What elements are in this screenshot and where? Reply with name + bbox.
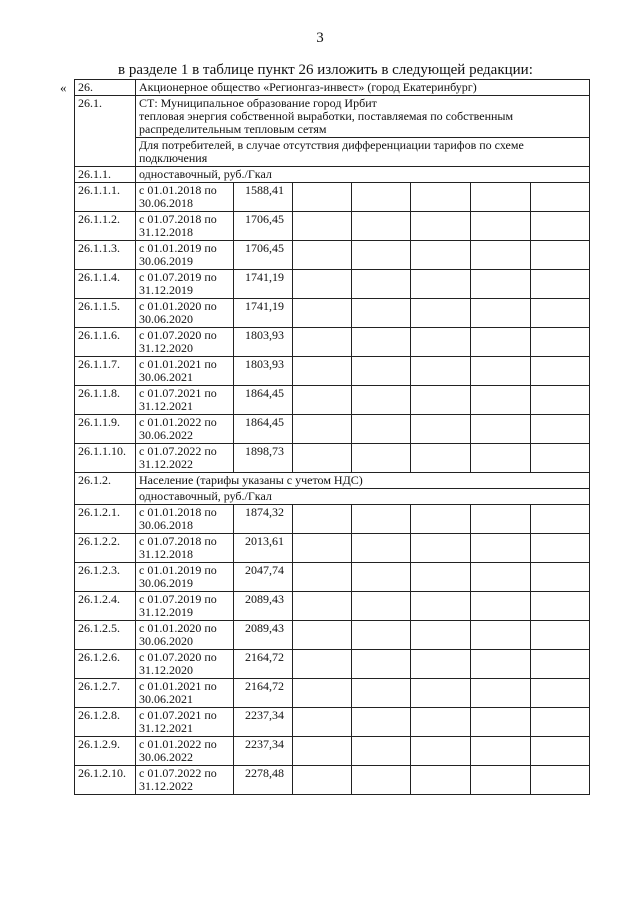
tariff-row-period: с 01.01.2022 по 30.06.2022 [136,415,234,444]
tariff-row-empty-cell [531,212,590,241]
tariff-row-period: с 01.07.2018 по 31.12.2018 [136,212,234,241]
tariff-row-empty-cell [471,708,531,737]
tariff-row-empty-cell [352,357,411,386]
tariff-row-period: с 01.07.2021 по 31.12.2021 [136,708,234,737]
tariff-row-empty-cell [411,241,471,270]
tariff-row-empty-cell [411,328,471,357]
tariff-row-period: с 01.07.2018 по 31.12.2018 [136,534,234,563]
st-line-2: тепловая энергия собственной выработки, поставляемая по собственным распределительным тепловым сетям [139,109,514,136]
st-consumers: Для потребителей, в случае отсутствия дифференциации тарифов по схеме подключения [136,138,590,167]
tariff-row-empty-cell [531,592,590,621]
tariff-row-empty-cell [531,650,590,679]
tariff-row-number: 26.1.1.5. [75,299,136,328]
tariff-row-empty-cell [293,241,352,270]
tariff-row-empty-cell [531,621,590,650]
tariff-row [75,357,590,386]
tariff-row-number: 26.1.2.5. [75,621,136,650]
tariff-row [75,183,590,212]
org-row [75,80,590,96]
tariff-row-empty-cell [471,183,531,212]
org-number: 26. [75,80,136,96]
tariff-row-empty-cell [293,592,352,621]
tariff-row-empty-cell [531,505,590,534]
tariff-row-value: 1803,93 [234,357,293,386]
tariff-row-empty-cell [531,708,590,737]
tariff-row-period: с 01.07.2019 по 31.12.2019 [136,592,234,621]
tariff-row-empty-cell [293,328,352,357]
tariff-row-value: 1741,19 [234,299,293,328]
tariff-row-period: с 01.01.2020 по 30.06.2020 [136,299,234,328]
tariff-row-period: с 01.07.2021 по 31.12.2021 [136,386,234,415]
tariff-row-number: 26.1.1.3. [75,241,136,270]
tariff-row [75,679,590,708]
tariff-row-empty-cell [531,415,590,444]
group1-number: 26.1.1. [75,167,136,183]
tariff-row-period: с 01.01.2018 по 30.06.2018 [136,505,234,534]
tariff-row-empty-cell [471,415,531,444]
tariff-row [75,708,590,737]
tariff-row-value: 1898,73 [234,444,293,473]
tariff-row-value: 2089,43 [234,621,293,650]
tariff-row [75,737,590,766]
tariff-row [75,766,590,795]
tariff-row [75,241,590,270]
tariff-row-empty-cell [352,737,411,766]
tariff-row-number: 26.1.2.2. [75,534,136,563]
tariff-row-empty-cell [531,328,590,357]
tariff-row-empty-cell [411,386,471,415]
tariff-row [75,534,590,563]
tariff-row-empty-cell [471,650,531,679]
tariff-row-empty-cell [531,534,590,563]
tariff-row-period: с 01.01.2019 по 30.06.2019 [136,563,234,592]
tariff-row-empty-cell [471,328,531,357]
tariff-row-empty-cell [471,621,531,650]
tariff-row-value: 2237,34 [234,737,293,766]
tariff-row [75,270,590,299]
tariff-row-number: 26.1.2.1. [75,505,136,534]
tariff-row-empty-cell [293,505,352,534]
tariff-row [75,212,590,241]
tariff-row-number: 26.1.1.4. [75,270,136,299]
tariff-row-empty-cell [293,357,352,386]
tariff-row-empty-cell [471,679,531,708]
tariff-row-empty-cell [531,183,590,212]
tariff-row-empty-cell [411,563,471,592]
tariff-row-empty-cell [352,592,411,621]
tariff-row-empty-cell [411,415,471,444]
tariff-row-empty-cell [293,183,352,212]
tariff-row-value: 2164,72 [234,679,293,708]
tariff-row-empty-cell [471,534,531,563]
org-name: Акционерное общество «Регионгаз-инвест» (город Екатеринбург) [136,80,590,96]
tariff-row-empty-cell [471,444,531,473]
group2-label-row [75,489,590,505]
tariff-row-period: с 01.01.2021 по 30.06.2021 [136,679,234,708]
st-row [75,96,590,138]
st-number: 26.1. [75,96,136,167]
tariff-row-period: с 01.07.2022 по 31.12.2022 [136,444,234,473]
tariff-row-empty-cell [411,650,471,679]
tariff-row-value: 2013,61 [234,534,293,563]
tariff-row-empty-cell [352,270,411,299]
tariff-row-empty-cell [531,386,590,415]
tariff-row-empty-cell [411,534,471,563]
tariff-row-empty-cell [293,444,352,473]
tariff-row-empty-cell [471,563,531,592]
group1-header-row [75,167,590,183]
tariff-row-value: 2164,72 [234,650,293,679]
tariff-row-period: с 01.01.2019 по 30.06.2019 [136,241,234,270]
tariff-row-empty-cell [352,650,411,679]
group2-header-row [75,473,590,489]
tariff-row-empty-cell [293,766,352,795]
group2-number: 26.1.2. [75,473,136,505]
tariff-row-empty-cell [293,679,352,708]
page-number: 3 [316,30,324,46]
tariff-row-period: с 01.01.2021 по 30.06.2021 [136,357,234,386]
tariff-row-empty-cell [531,357,590,386]
tariff-row-empty-cell [531,766,590,795]
group1-label: одноставочный, руб./Гкал [136,167,590,183]
tariff-row-empty-cell [411,444,471,473]
tariff-row-empty-cell [352,241,411,270]
tariff-row-number: 26.1.1.1. [75,183,136,212]
tariff-row-number: 26.1.1.7. [75,357,136,386]
tariff-row-value: 2047,74 [234,563,293,592]
tariff-row-empty-cell [352,766,411,795]
tariff-row-empty-cell [411,212,471,241]
tariff-row-empty-cell [411,183,471,212]
tariff-row-number: 26.1.2.8. [75,708,136,737]
tariff-row-number: 26.1.1.10. [75,444,136,473]
tariff-row-empty-cell [471,299,531,328]
tariff-row-empty-cell [352,183,411,212]
tariff-row-period: с 01.07.2022 по 31.12.2022 [136,766,234,795]
tariff-row-value: 2089,43 [234,592,293,621]
tariff-row-empty-cell [293,415,352,444]
tariff-row-value: 2237,34 [234,708,293,737]
tariff-row-empty-cell [411,737,471,766]
tariff-row-period: с 01.01.2022 по 30.06.2022 [136,737,234,766]
tariff-row-empty-cell [352,505,411,534]
tariff-row-value: 1864,45 [234,386,293,415]
tariff-row-empty-cell [293,299,352,328]
tariff-row [75,328,590,357]
tariff-row-empty-cell [352,415,411,444]
tariff-row-empty-cell [471,505,531,534]
tariff-row-empty-cell [352,563,411,592]
tariff-row-empty-cell [411,357,471,386]
tariff-row-empty-cell [531,444,590,473]
tariff-row-empty-cell [471,357,531,386]
tariff-row-number: 26.1.1.9. [75,415,136,444]
group2-title: Население (тарифы указаны с учетом НДС) [136,473,590,489]
st-description [136,96,590,138]
tariff-row-number: 26.1.1.6. [75,328,136,357]
st-consumers-row [75,138,590,167]
tariff-row-number: 26.1.2.6. [75,650,136,679]
tariff-row [75,415,590,444]
st-line-1: СТ: Муниципальное образование город Ирбит [139,96,377,110]
tariff-row-empty-cell [352,212,411,241]
tariff-row-value: 1588,41 [234,183,293,212]
tariff-row-empty-cell [531,299,590,328]
intro-text: в разделе 1 в таблице пункт 26 изложить в следующей редакции: [118,62,533,78]
tariff-row-number: 26.1.2.9. [75,737,136,766]
tariff-row-period: с 01.01.2018 по 30.06.2018 [136,183,234,212]
tariff-row-empty-cell [471,592,531,621]
tariff-row-empty-cell [352,621,411,650]
tariff-row [75,621,590,650]
tariff-row-empty-cell [352,386,411,415]
tariff-row-empty-cell [531,270,590,299]
tariff-row-empty-cell [411,505,471,534]
tariff-row-empty-cell [293,737,352,766]
tariff-row-value: 1864,45 [234,415,293,444]
tariff-row-empty-cell [293,212,352,241]
tariff-row-empty-cell [411,592,471,621]
tariff-row-empty-cell [471,737,531,766]
tariff-row [75,505,590,534]
tariff-row-empty-cell [471,212,531,241]
tariff-row-empty-cell [411,708,471,737]
group2-label: одноставочный, руб./Гкал [136,489,590,505]
opening-quote: « [60,80,67,95]
tariff-row-empty-cell [293,563,352,592]
tariff-row-empty-cell [352,679,411,708]
tariff-row-empty-cell [293,650,352,679]
tariff-row-period: с 01.07.2019 по 31.12.2019 [136,270,234,299]
tariff-row-empty-cell [531,563,590,592]
tariff-row [75,650,590,679]
tariff-row-number: 26.1.2.3. [75,563,136,592]
tariff-row-empty-cell [411,766,471,795]
tariff-row-empty-cell [352,328,411,357]
tariff-row-empty-cell [411,621,471,650]
tariff-table [74,79,590,795]
tariff-row-empty-cell [531,737,590,766]
tariff-row-empty-cell [471,270,531,299]
tariff-row-empty-cell [293,270,352,299]
tariff-row-empty-cell [411,270,471,299]
tariff-row-empty-cell [411,299,471,328]
tariff-row-period: с 01.07.2020 по 31.12.2020 [136,650,234,679]
tariff-row [75,563,590,592]
tariff-row-number: 26.1.1.8. [75,386,136,415]
tariff-row-value: 1874,32 [234,505,293,534]
tariff-row-value: 2278,48 [234,766,293,795]
tariff-row-empty-cell [352,534,411,563]
tariff-row-empty-cell [411,679,471,708]
tariff-row-period: с 01.07.2020 по 31.12.2020 [136,328,234,357]
tariff-row-empty-cell [293,621,352,650]
tariff-row-value: 1706,45 [234,241,293,270]
tariff-row-value: 1706,45 [234,212,293,241]
tariff-row-empty-cell [531,241,590,270]
tariff-row-empty-cell [352,708,411,737]
tariff-row-period: с 01.01.2020 по 30.06.2020 [136,621,234,650]
tariff-row-number: 26.1.1.2. [75,212,136,241]
tariff-row-empty-cell [293,386,352,415]
tariff-row-empty-cell [471,386,531,415]
tariff-row-value: 1741,19 [234,270,293,299]
tariff-row [75,592,590,621]
tariff-row-empty-cell [293,534,352,563]
tariff-row-empty-cell [293,708,352,737]
tariff-row [75,386,590,415]
tariff-row-value: 1803,93 [234,328,293,357]
tariff-row-number: 26.1.2.7. [75,679,136,708]
tariff-row-number: 26.1.2.10. [75,766,136,795]
tariff-row-empty-cell [531,679,590,708]
tariff-row [75,444,590,473]
tariff-row-empty-cell [471,241,531,270]
tariff-row-empty-cell [352,444,411,473]
tariff-row [75,299,590,328]
tariff-row-empty-cell [471,766,531,795]
tariff-row-number: 26.1.2.4. [75,592,136,621]
tariff-row-empty-cell [352,299,411,328]
